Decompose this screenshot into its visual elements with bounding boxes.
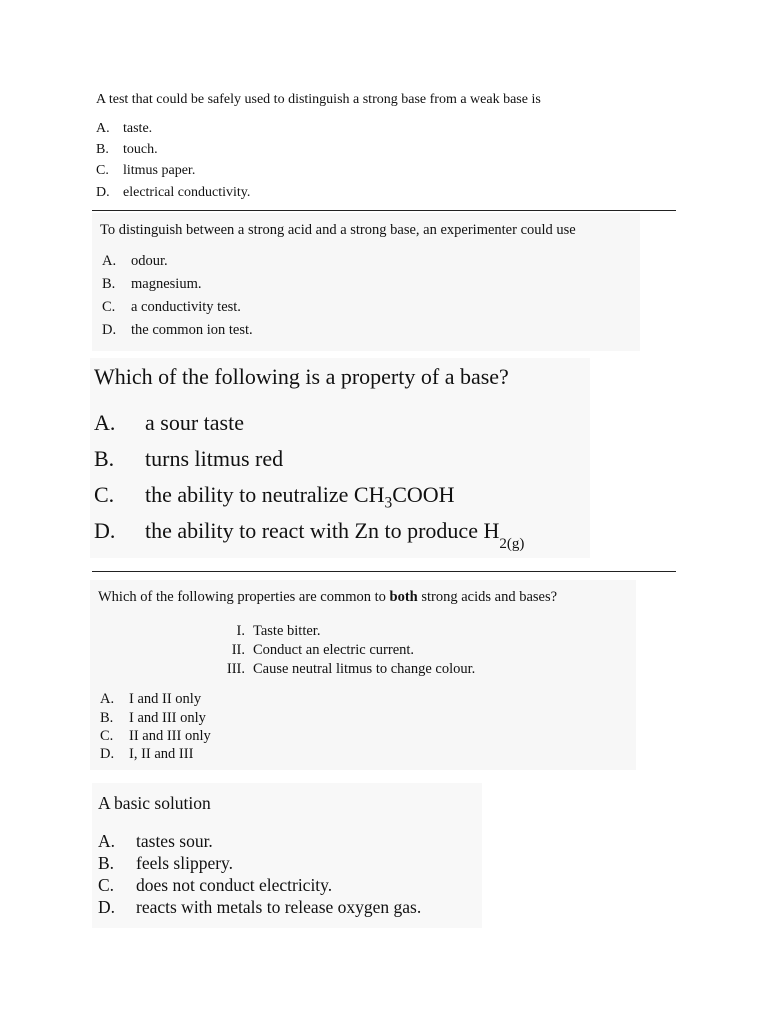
option-letter: A.	[94, 410, 116, 435]
question-3-stem: Which of the following is a property of a base?	[94, 364, 509, 389]
statement-numeral: III.	[226, 661, 245, 677]
option-text: tastes sour.	[136, 831, 213, 851]
option-letter: B.	[96, 142, 109, 157]
question-1-option-a	[96, 121, 152, 137]
stem-emphasis: both	[389, 589, 418, 605]
option-letter: C.	[100, 728, 114, 744]
option-text: litmus paper.	[123, 163, 196, 178]
option-text	[145, 482, 455, 512]
option-letter: C.	[96, 163, 109, 178]
option-letter: A.	[98, 831, 116, 851]
question-5-stem: A basic solution	[98, 793, 211, 813]
divider	[92, 210, 676, 211]
option-letter: D.	[98, 897, 116, 917]
option-letter: B.	[100, 710, 114, 726]
question-5-option-c	[98, 875, 332, 896]
question-5-option-d	[98, 897, 421, 918]
option-text	[145, 518, 525, 552]
option-letter: D.	[100, 746, 115, 762]
statement-3	[205, 661, 475, 678]
question-5	[92, 783, 482, 928]
question-1-stem: A test that could be safely used to distinguish a strong base from a weak base is	[96, 92, 541, 107]
stem-text: strong acids and bases?	[417, 589, 558, 605]
question-4	[90, 580, 636, 770]
option-text: touch.	[123, 142, 158, 157]
option-text: odour.	[131, 253, 168, 269]
formula-subscript: 3	[384, 494, 393, 512]
formula-subscript: 2(g)	[499, 536, 525, 552]
question-5-option-b	[98, 853, 233, 874]
option-text: I and III only	[129, 710, 206, 726]
statement-2	[205, 642, 414, 659]
question-3-option-a	[94, 410, 244, 436]
question-3-option-d	[94, 518, 525, 552]
question-4-option-b	[100, 710, 206, 727]
statement-1	[205, 623, 320, 640]
statement-text: Cause neutral litmus to change colour.	[253, 661, 476, 677]
statement-numeral: I.	[236, 623, 245, 639]
divider	[92, 571, 676, 572]
statement-numeral: II.	[231, 642, 245, 658]
question-1-option-d	[96, 185, 250, 201]
option-text: I, II and III	[129, 746, 194, 762]
question-3-option-b	[94, 446, 283, 472]
option-letter: D.	[96, 185, 110, 200]
question-4-option-a	[100, 691, 201, 708]
option-letter: B.	[94, 446, 115, 471]
question-2-stem: To distinguish between a strong acid and a strong base, an experimenter could use	[100, 222, 576, 238]
option-text: taste.	[123, 121, 153, 136]
question-2-option-c	[102, 299, 241, 316]
option-text: does not conduct electricity.	[136, 875, 333, 895]
option-text: feels slippery.	[136, 853, 234, 873]
option-text: magnesium.	[131, 276, 202, 292]
formula-text: the ability to neutralize CH	[145, 482, 385, 507]
option-text: a conductivity test.	[131, 299, 241, 315]
formula-text: COOH	[392, 482, 455, 507]
question-4-stem	[98, 589, 557, 606]
question-2-option-b	[102, 276, 201, 293]
formula-text: the ability to react with Zn to produce H	[145, 518, 500, 543]
option-text: I and II only	[129, 691, 202, 707]
option-text: the common ion test.	[131, 322, 253, 338]
option-letter: C.	[98, 875, 115, 895]
statement-text: Conduct an electric current.	[253, 642, 415, 658]
question-5-option-a	[98, 831, 213, 852]
question-3-option-c	[94, 482, 455, 512]
question-2-option-a	[102, 253, 168, 270]
question-1	[0, 80, 768, 208]
question-1-option-c	[96, 163, 195, 179]
option-letter: D.	[94, 518, 116, 543]
option-letter: A.	[96, 121, 110, 136]
question-2	[92, 213, 640, 351]
option-letter: B.	[98, 853, 115, 873]
option-text: reacts with metals to release oxygen gas.	[136, 897, 422, 917]
question-2-option-d	[102, 322, 253, 339]
stem-text: Which of the following properties are common to	[98, 589, 390, 605]
option-letter: D.	[102, 322, 117, 338]
option-letter: B.	[102, 276, 116, 292]
option-text: II and III only	[129, 728, 211, 744]
statement-text: Taste bitter.	[253, 623, 321, 639]
option-letter: A.	[100, 691, 115, 707]
option-letter: C.	[94, 482, 115, 507]
question-4-option-d	[100, 746, 193, 763]
question-4-option-c	[100, 728, 211, 745]
option-letter: C.	[102, 299, 116, 315]
question-1-option-b	[96, 142, 158, 158]
option-text: a sour taste	[145, 410, 244, 435]
option-letter: A.	[102, 253, 117, 269]
option-text: turns litmus red	[145, 446, 284, 471]
option-text: electrical conductivity.	[123, 185, 251, 200]
question-3	[90, 358, 590, 558]
